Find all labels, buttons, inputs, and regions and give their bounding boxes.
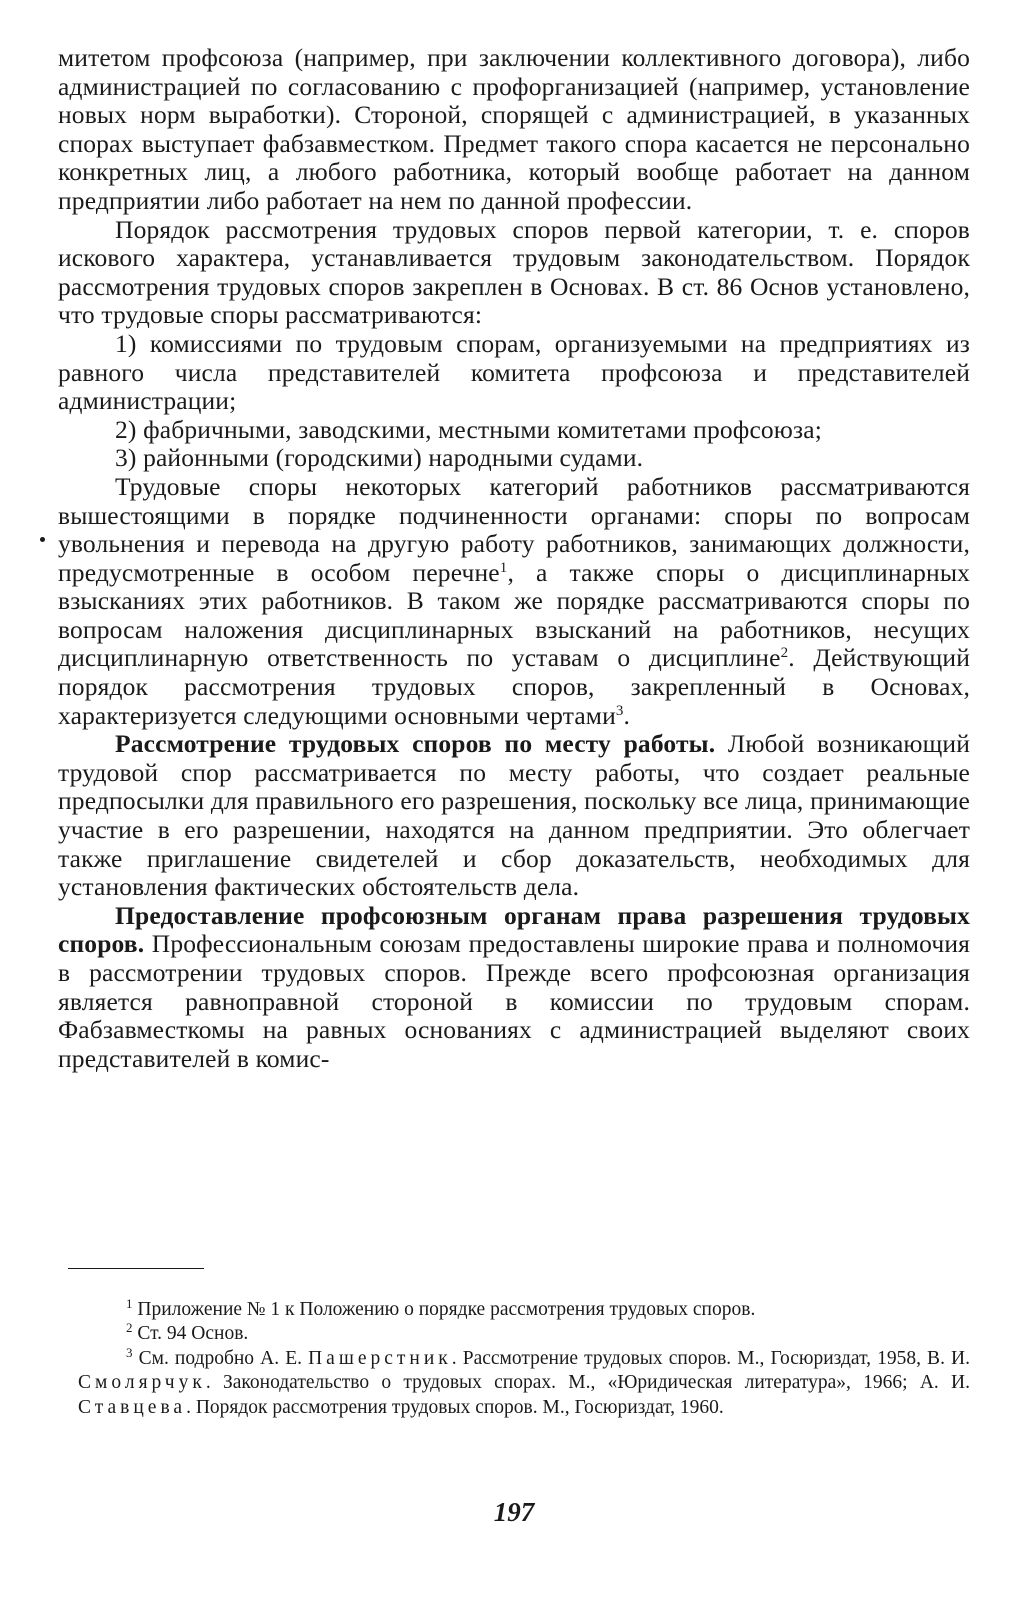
run-in-heading-place-of-work: Рассмотрение трудовых споров по месту работы. (115, 729, 716, 759)
footnote-3-author-3: Ставцева (78, 1396, 187, 1418)
run-in-heading-trade-union-rights: Предоставление профсоюзным органам права разрешения трудовых споров. (58, 900, 970, 959)
paragraph-categories-text-c: . Действующий порядок рассмотрения трудовых споров, закрепленный в Основах, характеризуется следующими основными чертами (58, 643, 970, 730)
paragraph-trade-union-rights (58, 902, 970, 1074)
footnotes (78, 1298, 970, 1420)
footnote-3-text-b: . Рассмотрение трудовых споров. М., Госюриздат, 1958, В. И. (451, 1347, 970, 1369)
main-text (58, 44, 970, 1073)
footnote-2-text: Ст. 94 Основ. (132, 1323, 249, 1345)
paragraph-place-of-work (58, 730, 970, 902)
footnote-ref-1[interactable]: 1 (499, 559, 508, 576)
footnote-3 (78, 1344, 970, 1420)
footnote-2 (78, 1322, 970, 1346)
paragraph-categories-text-b: , а также споры о дисциплинарных взысканиях этих работников. В таком же порядке рассматриваются споры по вопросам наложения дисциплинарных взысканий на работников, несущих дисциплинарную ответственность по уставам о дисциплине (58, 557, 970, 673)
paragraph-categories (58, 473, 970, 730)
page-number: 197 (493, 1497, 535, 1527)
footnote-ref-2[interactable]: 2 (780, 645, 789, 662)
footnote-separator (68, 1268, 204, 1269)
footnote-2-mark: 2 (126, 1320, 133, 1336)
footnote-3-author-2: Смолярчук (78, 1372, 206, 1394)
footnote-3-mark: 3 (126, 1344, 133, 1360)
list-item-1: 1) комиссиями по трудовым спорам, организуемыми на предприятиях из равного числа представителей комитета профсоюза и представителей администрации; (58, 328, 970, 416)
paragraph-categories-text-a: Трудовые споры некоторых категорий работников рассматриваются вышестоящими в порядке подчиненности органами: споры по вопросам увольнения и перевода на другую работу работников, занимающих должности, предусмотренные в особом перечне (58, 471, 970, 587)
paragraph-categories-text-d: . (623, 700, 631, 730)
paragraph-place-of-work-text: Любой возникающий трудовой спор рассматривается по месту работы, что создает реальные предпосылки для правильного его разрешения, поскольку все лица, принимающие участие в его разрешении, находятся на данном предприятии. Это облегчает также приглашение свидетелей и сбор доказательств, необходимых для установления фактических обстоятельств дела. (58, 729, 970, 902)
footnote-1 (78, 1298, 970, 1322)
paragraph-trade-union-rights-text: Профессиональным союзам предоставлены широкие права и полномочия в рассмотрении трудовых споров. Прежде всего профсоюзная организация является равноправной стороной в комиссии по трудовым спорам. Фабзавместкомы на равных основаниях с администрацией выделяют своих представителей в комис- (58, 929, 970, 1073)
footnote-3-text-d: . Порядок рассмотрения трудовых споров. М., Госюриздат, 1960. (186, 1396, 724, 1418)
footnote-ref-3[interactable]: 3 (615, 702, 624, 719)
list-item-2: 2) фабричными, заводскими, местными комитетами профсоюза; (115, 414, 822, 444)
paragraph-continuation: митетом профсоюза (например, при заключении коллективного договора), либо администрацией по согласованию с профорганизацией (например, установление новых норм выработки). Стороной, спорящей с администрацией, в указанных спорах выступает фабзавместком. Предмет такого спора касается не персонально конкретных лиц, а любого работника, который вообще работает на данном предприятии либо работает на нем по данной профессии. (58, 43, 970, 215)
footnote-3-author-1: Пашерстник (308, 1347, 452, 1369)
list-item-3: 3) районными (городскими) народными судами. (115, 443, 644, 473)
paragraph-procedure: Порядок рассмотрения трудовых споров первой категории, т. е. споров искового характера, устанавливается трудовым законодательством. Порядок рассмотрения трудовых споров закреплен в Основах. В ст. 86 Основ установлено, что трудовые споры рассматриваются: (58, 214, 970, 330)
footnote-3-text-a: См. подробно А. Е. (132, 1347, 309, 1369)
footnote-1-text: Приложение № 1 к Положению о порядке рассмотрения трудовых споров. (132, 1299, 756, 1320)
footnote-3-text-c: . Законодательство о трудовых спорах. М., «Юридическая литература», 1966; А. И. (205, 1372, 970, 1394)
footnote-1-mark: 1 (126, 1296, 133, 1311)
print-speck (40, 537, 45, 542)
